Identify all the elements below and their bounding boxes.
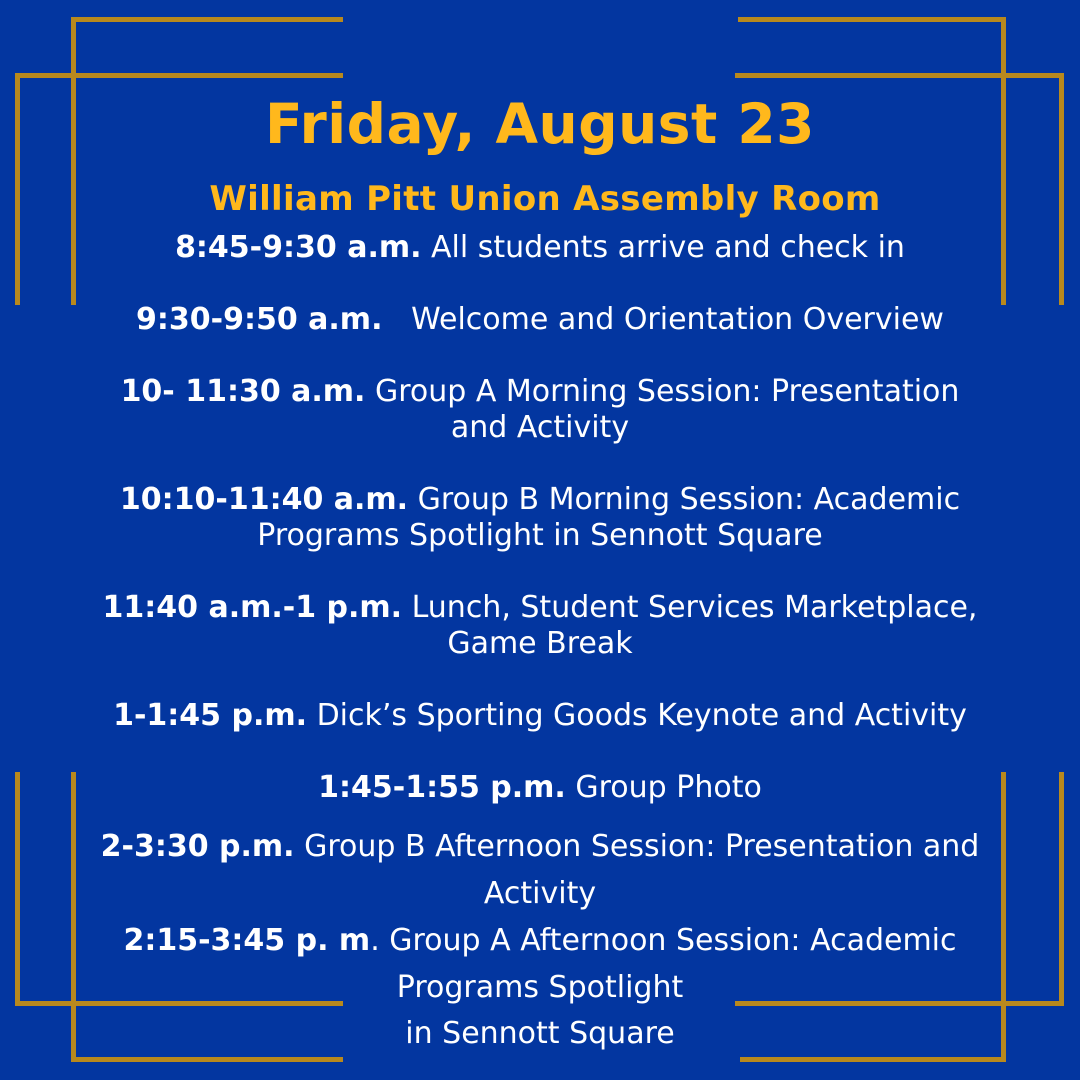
frame-top-right-inner-horizontal xyxy=(738,17,1006,22)
schedule-description: Group A Morning Session: Presentation xyxy=(365,374,960,409)
schedule-time: 1:45-1:55 p.m. xyxy=(318,770,566,805)
schedule-description: Welcome and Orientation Overview xyxy=(382,302,944,337)
schedule-description: Group Photo xyxy=(565,770,762,805)
schedule-item-group-photo xyxy=(40,770,1040,806)
schedule-time: 10- 11:30 a.m. xyxy=(120,374,366,409)
schedule-description: Group B Morning Session: Academic xyxy=(408,482,961,517)
frame-bottom-left-outer-vertical xyxy=(15,772,20,1006)
frame-bottom-right-outer-vertical xyxy=(1059,772,1064,1006)
schedule-time: 11:40 a.m.-1 p.m. xyxy=(102,590,403,625)
event-date-title: Friday, August 23 xyxy=(265,92,815,156)
schedule-item-group-b-afternoon-continuation: Activity xyxy=(483,876,597,911)
schedule-description: Group B Afternoon Session: Presentation and xyxy=(294,829,980,864)
frame-top-right-outer-horizontal xyxy=(735,73,1064,78)
frame-bottom-left-inner-horizontal xyxy=(71,1057,343,1062)
schedule-description: Lunch, Student Services Marketplace, xyxy=(402,590,978,625)
schedule-item-lunch xyxy=(40,590,1040,626)
schedule-item-group-a-afternoon-location: in Sennott Square xyxy=(405,1016,675,1051)
event-location-subtitle: William Pitt Union Assembly Room xyxy=(209,179,881,219)
schedule-time: 10:10-11:40 a.m. xyxy=(119,482,409,517)
schedule-item-group-a-afternoon-continuation: Programs Spotlight xyxy=(396,970,684,1005)
frame-top-left-inner-horizontal xyxy=(71,17,343,22)
schedule-description: . Group A Afternoon Session: Academic xyxy=(370,923,957,958)
schedule-item-group-b-morning-continuation: Programs Spotlight in Sennott Square xyxy=(257,518,823,553)
schedule-item-group-a-morning xyxy=(40,374,1040,410)
schedule-item-arrival xyxy=(40,230,1040,266)
schedule-time: 8:45-9:30 a.m. xyxy=(175,230,422,265)
schedule-description: Dick’s Sporting Goods Keynote and Activity xyxy=(307,698,967,733)
frame-top-left-outer-horizontal xyxy=(15,73,343,78)
schedule-item-welcome xyxy=(40,302,1040,338)
schedule-description: All students arrive and check in xyxy=(421,230,905,265)
schedule-item-keynote xyxy=(40,698,1040,734)
schedule-time: 2:15-3:45 p. m xyxy=(123,923,371,958)
schedule-item-group-a-morning-continuation: and Activity xyxy=(450,410,630,445)
schedule-item-group-b-morning xyxy=(40,482,1040,518)
schedule-item-lunch-continuation: Game Break xyxy=(447,626,633,661)
schedule-time: 9:30-9:50 a.m. xyxy=(136,302,383,337)
frame-bottom-right-inner-horizontal xyxy=(740,1057,1006,1062)
schedule-item-group-a-afternoon xyxy=(40,923,1040,959)
schedule-time: 2-3:30 p.m. xyxy=(100,829,295,864)
schedule-item-group-b-afternoon xyxy=(40,829,1040,865)
schedule-time: 1-1:45 p.m. xyxy=(113,698,308,733)
